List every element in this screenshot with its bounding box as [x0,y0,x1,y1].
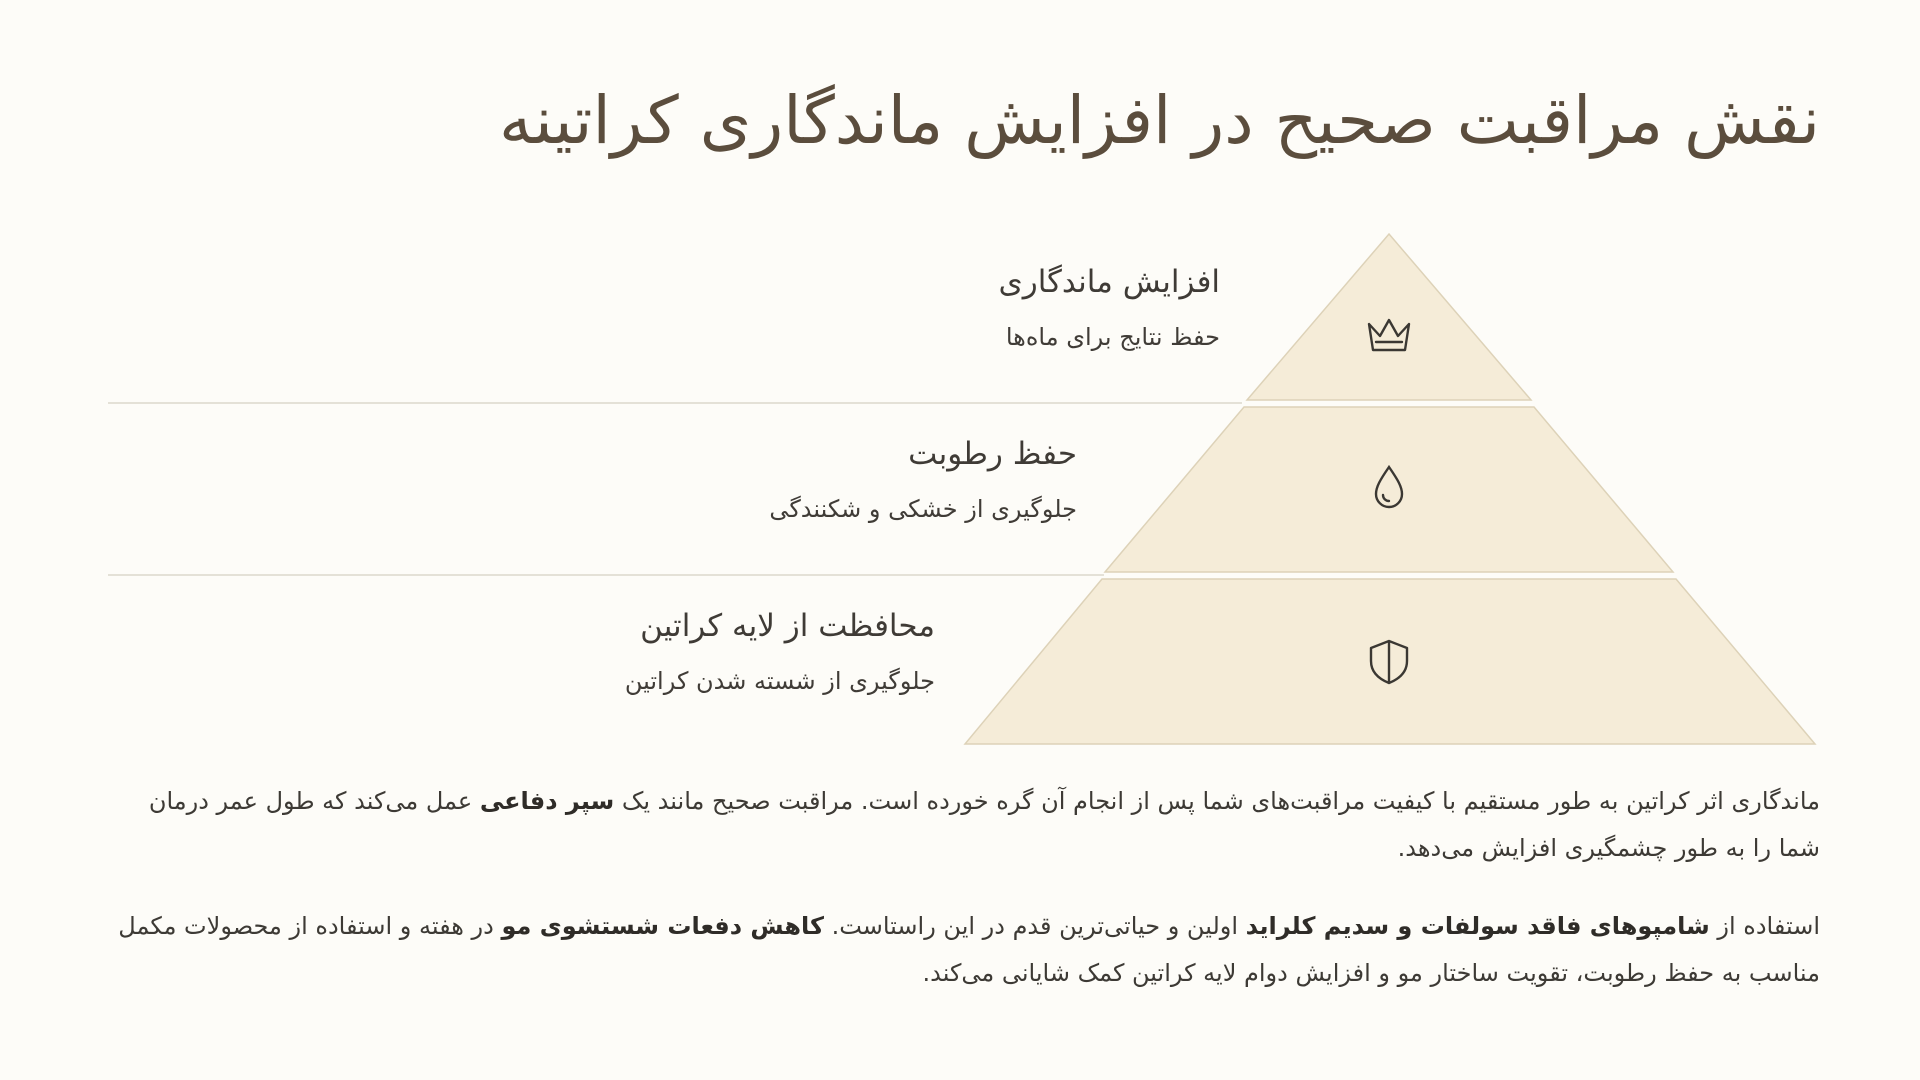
paragraph-text: عمل می‌کند که طول عمر درمان شما را به طور چشمگیری افزایش می‌دهد. [148,787,1820,862]
tier-label-top [520,264,1220,352]
tier-description: جلوگیری از شسته شدن کراتین [624,667,935,696]
tier-description: حفظ نتایج برای ماه‌ها [1005,323,1220,352]
paragraph-bold-text: سپر دفاعی [479,787,615,815]
paragraph-text: ماندگاری اثر کراتین به طور مستقیم با کیفیت مراقبت‌های شما پس از انجام آن گره خورده است. مراقبت صحیح مانند یک [614,787,1820,815]
paragraph-text: در هفته و استفاده از محصولات مکمل مناسب به حفظ رطوبت، تقویت ساختار مو و افزایش دوام لایه کراتین کمک شایانی می‌کند. [118,912,1820,987]
tier-title: افزایش ماندگاری [998,264,1220,300]
paragraph-bold-text: کاهش دفعات شستشوی مو [501,912,824,940]
pyramid-tier-top [1247,234,1531,400]
tier-title: محافظت از لایه کراتین [640,608,935,644]
tier-description: جلوگیری از خشکی و شکنندگی [769,495,1077,524]
tier-title: حفظ رطوبت [908,436,1077,472]
tier-label-middle [377,436,1077,524]
paragraph-intro [100,778,1820,872]
page-title: نقش مراقبت صحیح در افزایش ماندگاری کراتینه [498,82,1820,159]
pyramid-tier-middle [1105,407,1673,572]
paragraph-text: استفاده از [1709,912,1820,940]
paragraph-bold-text: شامپوهای فاقد سولفات و سدیم کلراید [1245,912,1710,940]
paragraph-advice [100,903,1820,997]
paragraph-text: اولین و حیاتی‌ترین قدم در این راستاست. [823,912,1246,940]
tier-label-bottom [235,608,935,696]
